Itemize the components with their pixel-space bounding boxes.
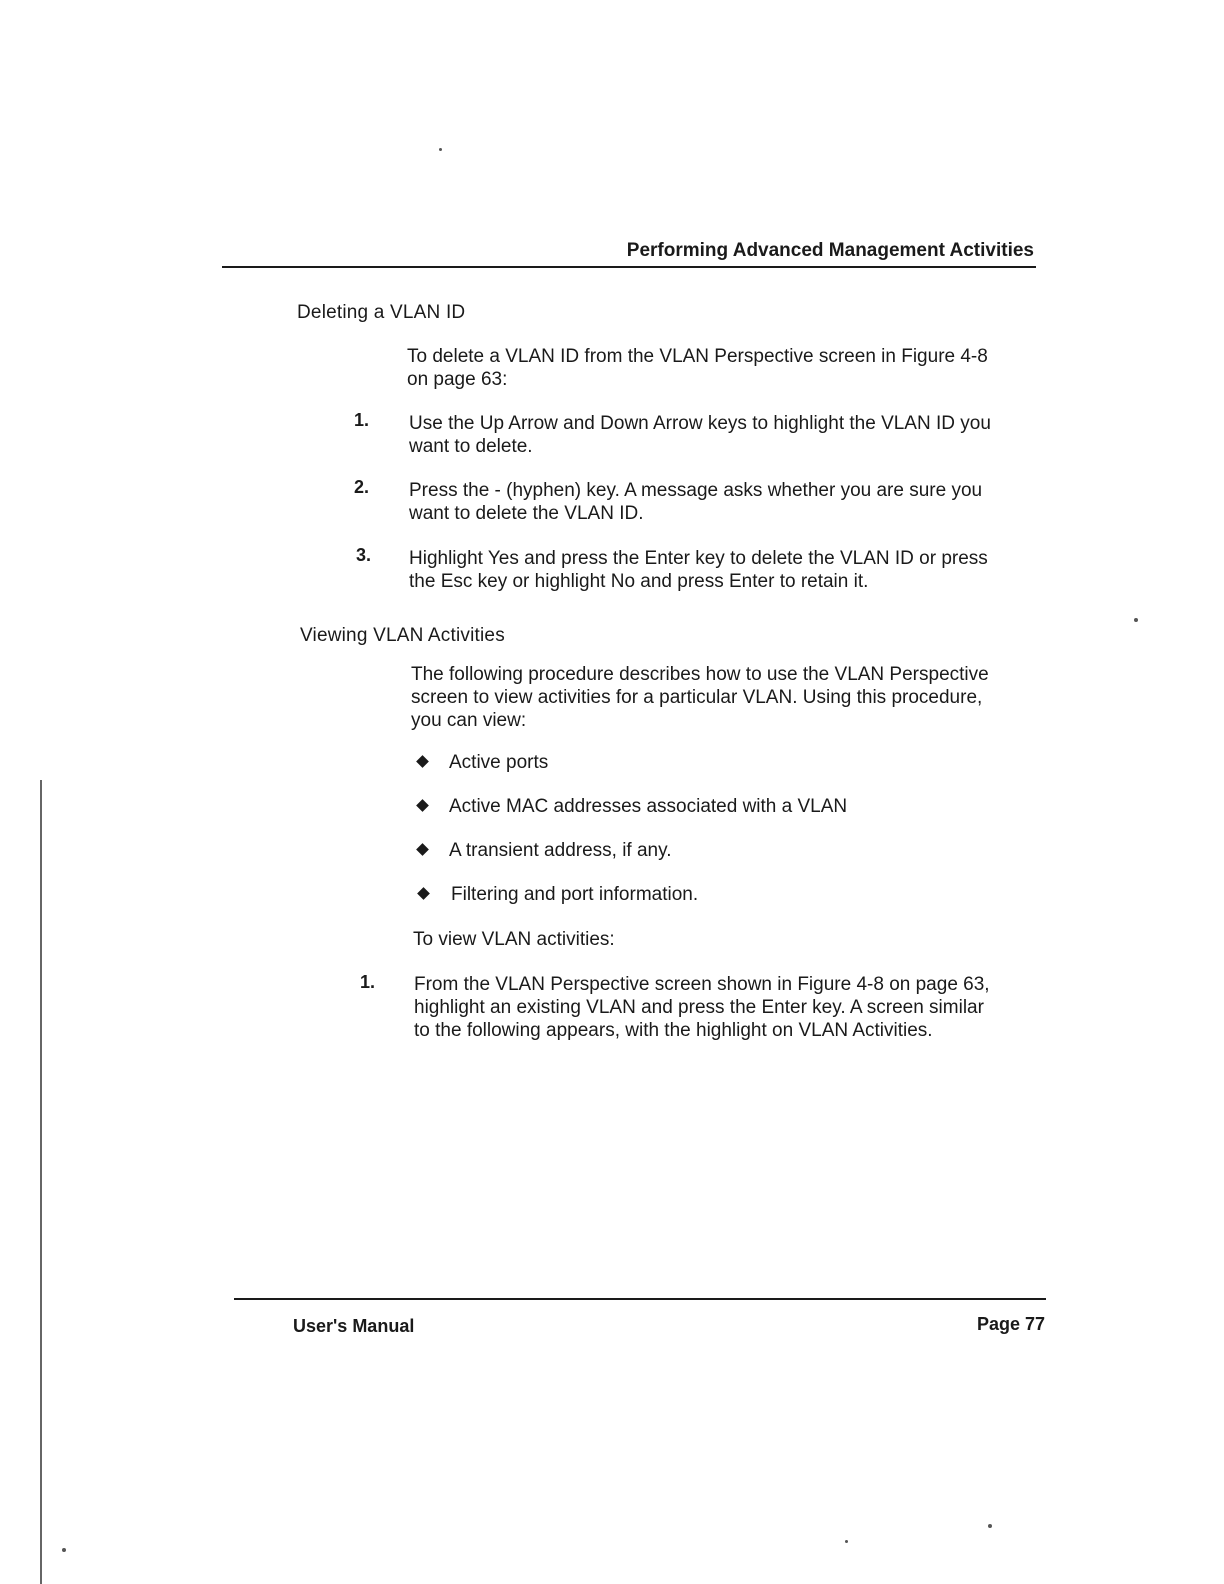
diamond-bullet-icon	[416, 843, 429, 856]
scan-edge-line	[40, 780, 42, 1584]
text-line: to the following appears, with the highlight on VLAN Activities.	[414, 1020, 933, 1041]
footer-rule	[234, 1298, 1046, 1300]
header-rule	[222, 266, 1036, 268]
text-line: want to delete the VLAN ID.	[409, 503, 644, 524]
text-line: Highlight Yes and press the Enter key to delete the VLAN ID or press	[409, 548, 988, 569]
step-number: 2.	[354, 477, 370, 497]
text-line: The following procedure describes how to use the VLAN Perspective	[411, 664, 989, 685]
running-head: Performing Advanced Management Activities	[626, 240, 1034, 261]
scan-speck	[1134, 618, 1138, 622]
text-line: on page 63:	[407, 369, 508, 390]
scan-speck	[439, 148, 442, 151]
text-line: you can view:	[411, 710, 527, 731]
text-line: Press the - (hyphen) key. A message asks whether you are sure you	[409, 480, 983, 501]
step-text	[414, 973, 1044, 1042]
text-line: highlight an existing VLAN and press the Enter key. A screen similar	[414, 997, 984, 1018]
step-number: 1.	[360, 972, 376, 992]
viewing-intro	[411, 663, 989, 732]
bullet-item: Active ports	[449, 752, 549, 773]
text-line: Use the Up Arrow and Down Arrow keys to highlight the VLAN ID you	[409, 413, 991, 434]
diamond-bullet-icon	[416, 755, 429, 768]
step-number: 3.	[356, 545, 372, 565]
text-line: From the VLAN Perspective screen shown in Figure 4-8 on page 63,	[414, 974, 990, 995]
diamond-bullet-icon	[416, 799, 429, 812]
bullet-item: Filtering and port information.	[451, 884, 699, 905]
bullet-item: Active MAC addresses associated with a VLAN	[449, 796, 848, 817]
text-line: the Esc key or highlight No and press Enter to retain it.	[409, 571, 869, 592]
text-line: want to delete.	[409, 436, 533, 457]
scan-speck	[988, 1524, 992, 1528]
bullet-item: A transient address, if any.	[449, 840, 672, 861]
page-number: Page 77	[976, 1314, 1045, 1334]
text-line: screen to view activities for a particular VLAN. Using this procedure,	[411, 687, 983, 708]
section-heading-deleting: Deleting a VLAN ID	[297, 302, 466, 323]
step-text	[409, 479, 1039, 525]
scan-speck	[62, 1548, 66, 1552]
footer-title: User's Manual	[293, 1316, 415, 1336]
scan-speck	[845, 1540, 848, 1543]
diamond-bullet-icon	[417, 887, 430, 900]
section-heading-viewing: Viewing VLAN Activities	[300, 625, 505, 646]
step-text	[409, 412, 1039, 458]
lead-in: To view VLAN activities:	[413, 929, 615, 950]
text-line: To delete a VLAN ID from the VLAN Perspective screen in Figure 4-8	[407, 346, 988, 367]
step-text	[409, 547, 1039, 593]
deleting-intro	[407, 345, 988, 391]
step-number: 1.	[354, 410, 370, 430]
